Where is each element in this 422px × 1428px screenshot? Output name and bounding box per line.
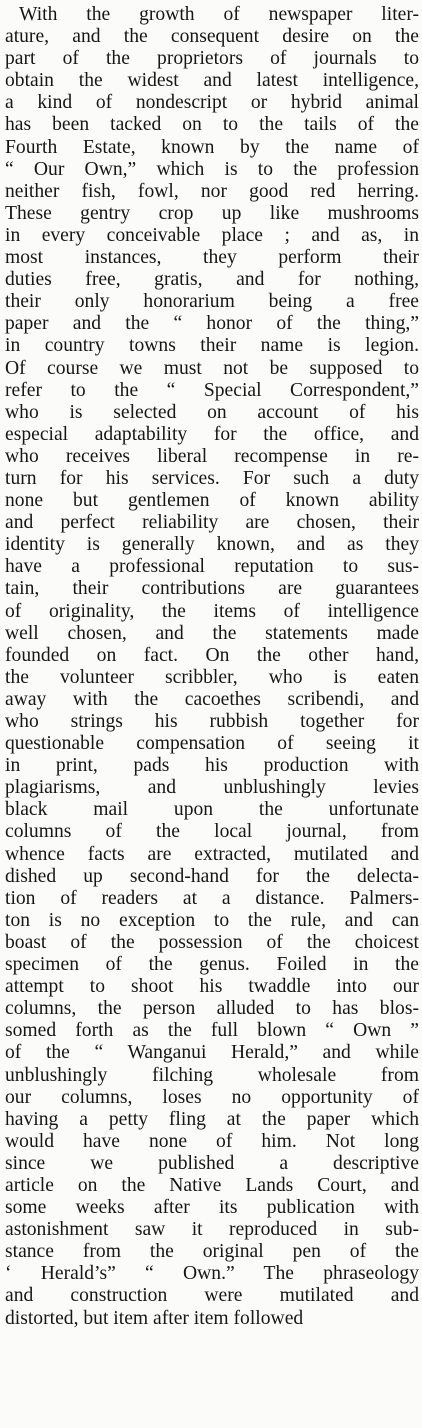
article-line: Of course we must not be supposed to bbox=[5, 357, 419, 379]
article-line: refer to the “ Special Correspondent,” bbox=[5, 379, 419, 401]
article-line: most instances, they perform their bbox=[5, 247, 419, 269]
article-line: “ Our Own,” which is to the profession bbox=[5, 158, 419, 180]
article-line: none but gentlemen of known ability bbox=[5, 490, 419, 512]
article-line: specimen of the genus. Foiled in the bbox=[5, 954, 419, 976]
article-line: their only honorarium being a free bbox=[5, 291, 419, 313]
article-line: our columns, loses no opportunity of bbox=[5, 1086, 419, 1108]
article-line: would have none of him. Not long bbox=[5, 1130, 419, 1152]
article-line: having a petty fling at the paper which bbox=[5, 1108, 419, 1130]
article-line: paper and the “ honor of the thing,” bbox=[5, 313, 419, 335]
article-line: of originality, the items of intelligence bbox=[5, 600, 419, 622]
article-line: a kind of nondescript or hybrid animal bbox=[5, 92, 419, 114]
article-line: some weeks after its publication with bbox=[5, 1197, 419, 1219]
article-line: and construction were mutilated and bbox=[5, 1285, 419, 1307]
article-line: ton is no exception to the rule, and can bbox=[5, 909, 419, 931]
article-line: in print, pads his production with bbox=[5, 755, 419, 777]
article-line: away with the cacoethes scribendi, and bbox=[5, 688, 419, 710]
article-column bbox=[5, 4, 419, 1330]
article-line: With the growth of newspaper liter- bbox=[19, 4, 419, 25]
article-line: since we published a descriptive bbox=[5, 1152, 419, 1174]
article-line: questionable compensation of seeing it bbox=[5, 733, 419, 755]
article-line: well chosen, and the statements made bbox=[5, 622, 419, 644]
article-line: distorted, but item after item followed bbox=[5, 1307, 304, 1329]
article-line: have a professional reputation to sus- bbox=[5, 556, 419, 578]
article-line: ‘ Herald’s” “ Own.” The phraseology bbox=[5, 1263, 419, 1285]
article-line: plagiarisms, and unblushingly levies bbox=[5, 777, 419, 799]
article-line: astonishment saw it reproduced in sub- bbox=[5, 1219, 419, 1241]
article-line: the volunteer scribbler, who is eaten bbox=[5, 666, 419, 688]
article-line: boast of the possession of the choicest bbox=[5, 931, 419, 953]
article-line: duties free, gratis, and for nothing, bbox=[5, 269, 419, 291]
article-line: obtain the widest and latest intelligence, bbox=[5, 70, 419, 92]
article-line: neither fish, fowl, nor good red herring. bbox=[5, 180, 419, 202]
article-line: tion of readers at a distance. Palmers- bbox=[5, 887, 419, 909]
article-line: in country towns their name is legion. bbox=[5, 335, 419, 357]
article-line: attempt to shoot his twaddle into our bbox=[5, 976, 419, 998]
article-line: article on the Native Lands Court, and bbox=[5, 1174, 419, 1196]
article-line: somed forth as the full blown “ Own ” bbox=[5, 1020, 419, 1042]
article-line: who is selected on account of his bbox=[5, 401, 419, 423]
article-line: black mail upon the unfortunate bbox=[5, 799, 419, 821]
article-line: columns of the local journal, from bbox=[5, 821, 419, 843]
article-line: Fourth Estate, known by the name of bbox=[5, 136, 419, 158]
article-line: whence facts are extracted, mutilated and bbox=[5, 843, 419, 865]
article-line: unblushingly filching wholesale from bbox=[5, 1064, 419, 1086]
article-line: columns, the person alluded to has blos- bbox=[5, 998, 419, 1020]
article-line: ature, and the consequent desire on the bbox=[5, 26, 419, 48]
article-line: of the “ Wanganui Herald,” and while bbox=[5, 1042, 419, 1064]
article-line: and perfect reliability are chosen, their bbox=[5, 512, 419, 534]
article-line: dished up second-hand for the delecta- bbox=[5, 865, 419, 887]
article-line: turn for his services. For such a duty bbox=[5, 467, 419, 489]
article-line: who strings his rubbish together for bbox=[5, 711, 419, 732]
article-line: stance from the original pen of the bbox=[5, 1241, 419, 1263]
article-line: especial adaptability for the office, and bbox=[5, 423, 419, 445]
article-line: founded on fact. On the other hand, bbox=[5, 644, 419, 666]
article-line: has been tacked on to the tails of the bbox=[5, 114, 419, 136]
article-line: part of the proprietors of journals to bbox=[5, 48, 419, 70]
article-line: identity is generally known, and as they bbox=[5, 534, 419, 556]
article-line: These gentry crop up like mushrooms bbox=[5, 202, 419, 224]
article-line: who receives liberal recompense in re- bbox=[5, 445, 419, 467]
article-line: in every conceivable place ; and as, in bbox=[5, 224, 419, 246]
article-line: tain, their contributions are guarantees bbox=[5, 578, 419, 600]
